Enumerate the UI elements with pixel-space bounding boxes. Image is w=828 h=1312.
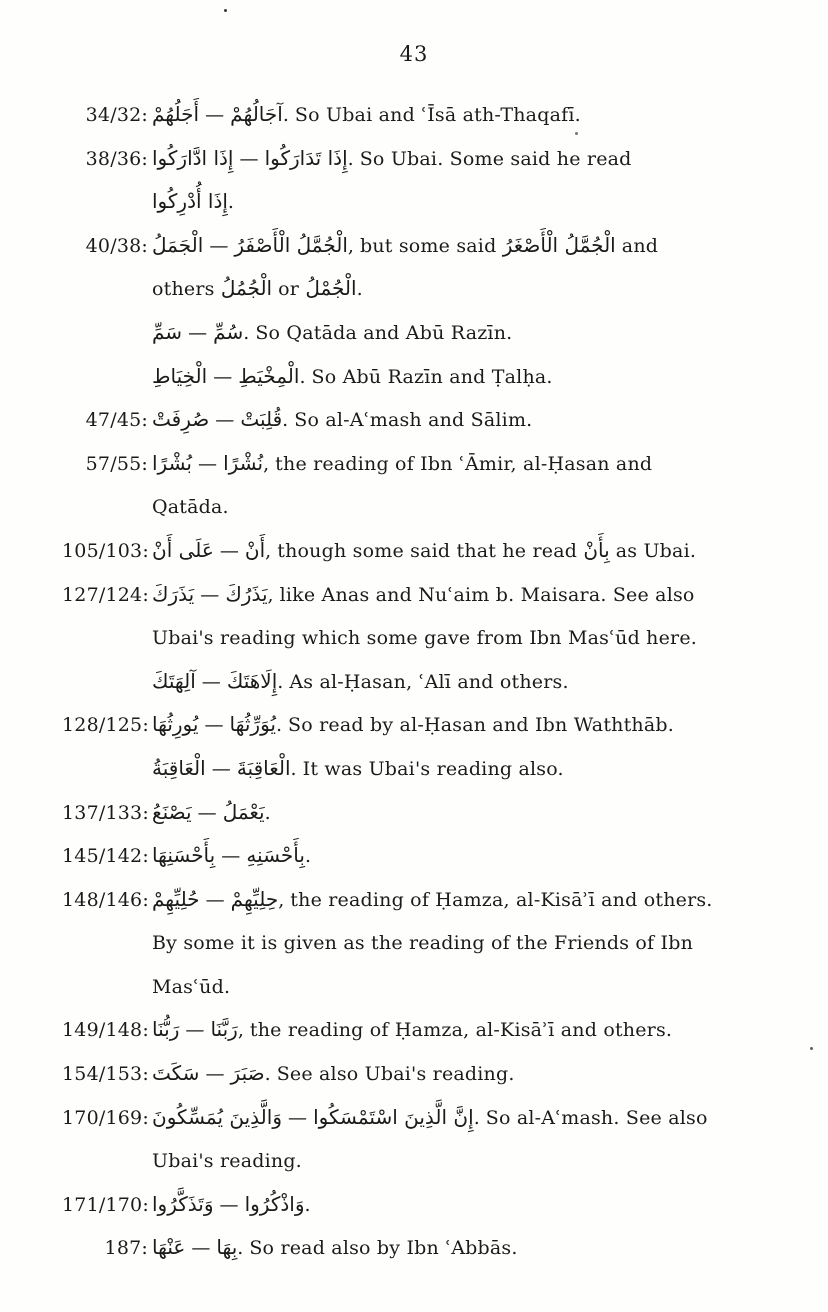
entry-text (152, 799, 271, 824)
english-text: and (615, 234, 659, 257)
arabic-reading: إِذَا أُدْرِكُوا (152, 189, 228, 214)
verse-number: 149/148: (62, 1019, 149, 1042)
arabic-reading: بِهَا (216, 1235, 238, 1260)
arabic-reading: إِنَّ الَّذِينَ اسْتَمْسَكُوا (313, 1104, 474, 1129)
verse-number: 145/142: (62, 845, 149, 868)
arabic-reading: بِأَنْ (583, 537, 610, 562)
entry-text (152, 363, 553, 388)
arabic-reading: الْجُمْلُ (305, 276, 357, 301)
english-text: — (179, 1019, 211, 1042)
verse-number: 128/125: (62, 714, 149, 737)
arabic-reading: يُورِثُهَا (152, 712, 199, 737)
variant-entry (62, 356, 728, 400)
english-text: , the reading of Ḥamza, al-Kisāʾī and others. (278, 888, 713, 911)
verse-number: 40/38: (85, 234, 148, 257)
variant-entry (62, 138, 728, 225)
variant-entry (62, 1184, 728, 1228)
arabic-reading: الْجَمَلُ (152, 232, 204, 257)
english-text: , but some said (347, 234, 503, 257)
arabic-reading: الْعَاقِبَةُ (152, 755, 206, 780)
entries-list (62, 94, 728, 1271)
entry-text (152, 1104, 708, 1173)
english-text: . So Ubai. Some said he read (347, 147, 632, 170)
english-text: . It was Ubai's reading also. (290, 757, 564, 780)
entry-text (152, 714, 674, 736)
arabic-reading: الْعَاقِبَةَ (236, 755, 291, 780)
english-text: . (356, 278, 363, 301)
english-text: — (209, 409, 241, 432)
english-text: — (213, 1193, 245, 1216)
arabic-reading: عَلَى أَنْ (152, 537, 214, 562)
english-text: , though some said that he read (265, 539, 584, 562)
variant-entry (62, 1053, 728, 1097)
entry-text (152, 1191, 311, 1216)
entry-text (152, 409, 532, 431)
variant-entry (62, 748, 728, 792)
english-text: — (195, 670, 227, 693)
english-text: Ubai's reading which some gave from Ibn Masʿūd here. (152, 627, 698, 650)
verse-number: 148/146: (62, 888, 149, 911)
english-text: — (282, 1106, 314, 1129)
scan-speck (224, 9, 227, 12)
english-text: , like Anas and Nuʿaim b. Maisara. See also (267, 583, 695, 606)
arabic-reading: قُلِبَتْ (240, 407, 283, 432)
english-text: — (233, 147, 265, 170)
arabic-reading: إِذَا تَدَارَكُوا (264, 145, 348, 170)
english-text: By some it is given as the reading of the Friends of Ibn (152, 932, 694, 955)
arabic-reading: حُلِيِّهِمْ (152, 886, 200, 911)
english-text: — (199, 104, 231, 126)
arabic-reading: نُشْرًا (223, 450, 264, 475)
entry-text (152, 319, 513, 344)
arabic-reading: بِأَحْسَنِهَا (152, 843, 216, 868)
english-text: — (207, 365, 239, 388)
english-text: , the reading of Ibn ʿĀmir, al-Ḥasan and Qatāda. (152, 452, 653, 519)
english-text: — (203, 234, 235, 257)
variant-entry (62, 1009, 728, 1053)
english-text: — (185, 1237, 217, 1260)
entry-text (152, 145, 632, 214)
english-text: . So al-Aʿmash and Sālim. (282, 409, 533, 432)
arabic-reading: عَنْهَا (152, 1235, 186, 1260)
english-text: . So read also by Ibn ʿAbbās. (237, 1237, 518, 1260)
english-text: Ubai's reading. (152, 1150, 302, 1173)
variant-entry (62, 1097, 728, 1184)
english-text: — (194, 583, 226, 606)
arabic-reading: حِلِيِّهِمْ (230, 886, 279, 911)
english-text: — (199, 1063, 231, 1086)
entry-text (152, 537, 697, 562)
english-text: — (215, 845, 247, 868)
arabic-reading: إِذَا ادَّارَكُوا (152, 145, 234, 170)
entry-text (152, 1063, 515, 1085)
entry-text (152, 886, 713, 998)
verse-number: 105/103: (62, 539, 149, 562)
arabic-reading: آجَالُهُمْ (230, 102, 283, 126)
arabic-reading: أَجَلُهُمْ (152, 102, 200, 126)
entry-text (152, 845, 311, 867)
english-text: or (272, 278, 306, 301)
entry-text (152, 668, 569, 693)
variant-entry (62, 704, 728, 748)
arabic-reading: سُمِّ (213, 319, 244, 344)
arabic-reading: بِأَحْسَنِهِ (246, 843, 305, 868)
english-text: others (152, 278, 221, 301)
english-text: — (213, 539, 245, 562)
verse-number: 57/55: (85, 452, 148, 475)
variant-entry (62, 574, 728, 661)
english-text: Masʿūd. (152, 975, 231, 998)
english-text: — (192, 452, 224, 475)
verse-number: 137/133: (62, 801, 149, 824)
arabic-reading: آلِهَتَكَ (152, 668, 196, 693)
english-text: . (304, 1193, 311, 1216)
arabic-reading: الْخِيَاطِ (152, 363, 208, 388)
arabic-reading: صَبَرَ (230, 1061, 265, 1086)
arabic-reading: الْجُمَّلُ الْأَصْفَرُ (234, 232, 348, 257)
verse-number: 47/45: (85, 409, 148, 432)
variant-entry (62, 879, 728, 1010)
page-number: 43 (399, 42, 429, 66)
english-text: . So Ubai and ʿĪsā ath-Thaqafī. (282, 104, 581, 126)
verse-number: 170/169: (62, 1106, 149, 1129)
english-text: . So read by al-Ḥasan and Ibn Waththāb. (275, 714, 675, 737)
entry-text (152, 1237, 518, 1259)
variant-entry (62, 443, 728, 530)
arabic-reading: صُرِفَتْ (152, 407, 210, 432)
arabic-reading: إِلَاهَتَكَ (226, 668, 278, 693)
verse-number: 187: (104, 1237, 148, 1260)
english-text: . (264, 801, 271, 824)
english-text: . So Abū Razīn and Ṭalḥa. (299, 365, 553, 388)
arabic-reading: يَذَرَكَ (152, 581, 195, 606)
arabic-reading: الْجُمُلُ (220, 276, 273, 301)
english-text: . (227, 191, 234, 214)
variant-entry (62, 312, 728, 356)
arabic-reading: رَبَّنَا (210, 1017, 238, 1042)
variant-entry (62, 792, 728, 836)
english-text: — (199, 888, 231, 911)
verse-number: 38/36: (85, 147, 148, 170)
entry-text (152, 581, 698, 650)
variant-entry (62, 661, 728, 705)
english-text: — (198, 714, 230, 737)
verse-number: 127/124: (62, 583, 149, 606)
entry-text (152, 232, 659, 301)
arabic-reading: الْمِخْيَطِ (238, 363, 300, 388)
entry-text (152, 755, 564, 780)
english-text: . (304, 845, 311, 868)
arabic-reading: الْجُمَّلُ الْأَصْغَرُ (502, 232, 616, 257)
arabic-reading: يُوَرِّثُهَا (229, 712, 276, 737)
english-text: . As al-Ḥasan, ʿAlī and others. (277, 670, 569, 693)
verse-number: 34/32: (85, 104, 148, 126)
arabic-reading: وَالَّذِينَ يُمَسِّكُونَ (152, 1104, 282, 1129)
variant-entry (62, 1227, 728, 1271)
english-text: — (191, 801, 223, 824)
arabic-reading: سَكَتَ (152, 1061, 200, 1086)
verse-number: 154/153: (62, 1063, 149, 1086)
arabic-reading: يَعْمَلُ (222, 799, 265, 824)
variant-entry (62, 835, 728, 879)
arabic-reading: أَنْ (244, 537, 266, 562)
arabic-reading: وَتَذَكَّرُوا (152, 1191, 214, 1216)
arabic-reading: يَذَرُكَ (225, 581, 268, 606)
variant-entry (62, 225, 728, 312)
english-text: . See also Ubai's reading. (264, 1063, 515, 1086)
entry-text (152, 1019, 672, 1041)
arabic-reading: وَاذْكُرُوا (244, 1191, 305, 1216)
english-text: — (205, 757, 237, 780)
english-text: , the reading of Ḥamza, al-Kisāʾī and others. (237, 1019, 673, 1042)
variant-entry (62, 399, 728, 443)
arabic-reading: سَمِّ (152, 319, 183, 344)
variant-entry (62, 94, 728, 138)
english-text: as Ubai. (609, 539, 697, 562)
scan-speck (810, 1047, 813, 1050)
arabic-reading: بُشْرًا (152, 450, 192, 475)
entry-text (152, 104, 581, 126)
english-text: — (182, 321, 214, 344)
entry-text (152, 450, 653, 519)
verse-number: 171/170: (62, 1193, 149, 1216)
english-text: . So al-Aʿmash. See also (473, 1106, 708, 1129)
english-text: . So Qatāda and Abū Razīn. (243, 321, 513, 344)
arabic-reading: يَصْنَعُ (152, 799, 192, 824)
arabic-reading: رَبُّنَا (152, 1017, 180, 1042)
variant-entry (62, 530, 728, 574)
